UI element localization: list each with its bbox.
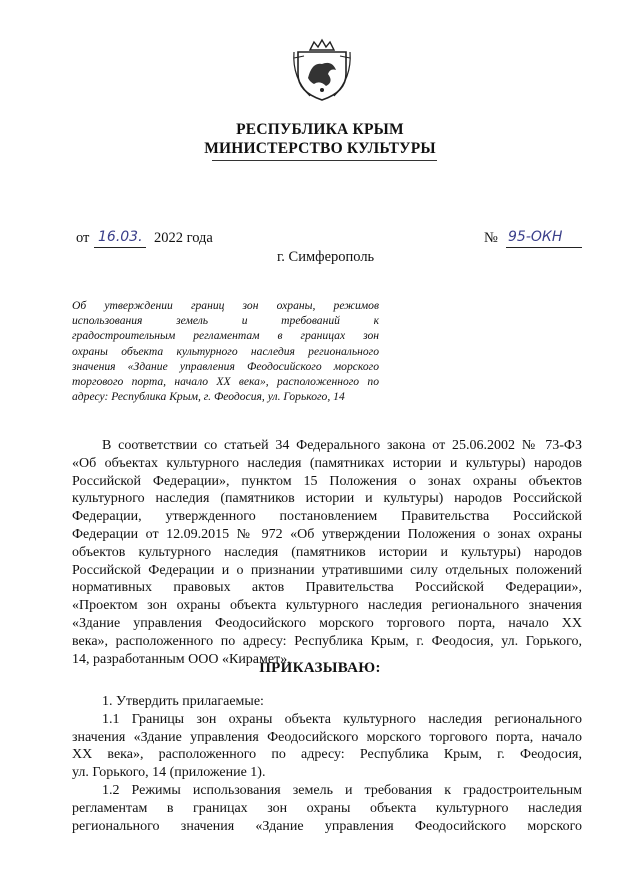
subject-line: Об утверждении границ зон охраны, режимов: [72, 299, 379, 312]
handwritten-date: 16.03.: [98, 229, 143, 245]
order-word: ПРИКАЗЫВАЮ:: [259, 660, 381, 676]
preamble-line: века», расположенного по адресу: Республика Крым, г. Феодосия, ул. Горького,: [72, 633, 582, 649]
preamble-line: объектов культурного наследия (памятников истории и культуры) народов: [72, 544, 582, 560]
preamble-line: 14, разработанным ООО «Кирамет»,: [72, 651, 291, 667]
order-subject: [72, 298, 379, 404]
subject-line: градостроительным регламентам в границах зон: [72, 329, 379, 343]
preamble: [72, 437, 582, 668]
subject-line: значения «Здание управления Феодосийского морского: [72, 359, 379, 373]
preamble-line: В соответствии со статьей 34 Федерального закона от 25.06.2002 № 73-ФЗ: [102, 438, 582, 453]
handwritten-number: 95-ОКН: [508, 229, 563, 245]
header-divider: [212, 160, 437, 161]
item-line: 1. Утвердить прилагаемые:: [102, 694, 264, 709]
item-line: 1.1 Границы зон охраны объекта культурного наследия регионального: [102, 711, 582, 727]
number-prefix: №: [484, 230, 498, 246]
city: г. Симферополь: [277, 249, 375, 265]
date-underline: [94, 247, 146, 248]
subject-line: охраны объекта культурного наследия регионального: [72, 344, 379, 358]
number-underline: [506, 247, 582, 248]
preamble-line: культурного наследия (памятников истории и культуры) народов Российской: [72, 491, 582, 507]
preamble-line: Федерации, утвержденного постановлением Правительства Российской: [72, 509, 582, 525]
preamble-line: Федерации от 12.09.2015 № 972 «Об утверждении Положения о зонах охраны: [72, 526, 582, 542]
item-line: ул. Горького, 14 (приложение 1).: [72, 765, 266, 781]
item-line: значения «Здание управления Феодосийского морского торгового порта, начало: [72, 729, 582, 745]
date-year: 2022 года: [154, 230, 213, 246]
order-items: [72, 693, 582, 835]
preamble-line: «Проектом зон охраны объекта культурного наследия регионального значения: [72, 598, 582, 614]
preamble-line: Российской Федерации и о признании утратившими силу отдельных положений: [72, 562, 582, 578]
preamble-line: «Здание управления Феодосийского морского торгового порта, начало XX: [72, 615, 582, 631]
subject-line: торгового порта, начало XX века», расположенного по: [72, 375, 379, 389]
item-line: регламентам в границах зон охраны объекта культурного наследия: [72, 800, 582, 816]
item-line: регионального значения «Здание управления Феодосийского морского: [72, 818, 582, 834]
preamble-line: нормативных правовых актов Правительства Российской Федерации»,: [72, 580, 582, 596]
ministry-name: МИНИСТЕРСТВО КУЛЬТУРЫ: [204, 140, 436, 157]
coat-of-arms-icon: [290, 38, 354, 104]
preamble-line: «Об объектах культурного наследия (памятниках истории и культуры) народов: [72, 455, 582, 471]
item-line: XX века», расположенного по адресу: Республика Крым, г. Феодосия,: [72, 747, 582, 763]
ministry-region: РЕСПУБЛИКА КРЫМ: [236, 121, 404, 138]
item-line: 1.2 Режимы использования земель и требования к градостроительным: [102, 782, 582, 798]
subject-line: адресу: Республика Крым, г. Феодосия, ул. Горького, 14: [72, 390, 345, 404]
preamble-line: Российской Федерации», пунктом 15 Положения о зонах охраны объектов: [72, 473, 582, 489]
subject-line: использования земель и требований к: [72, 314, 379, 328]
date-prefix: от: [76, 230, 90, 246]
